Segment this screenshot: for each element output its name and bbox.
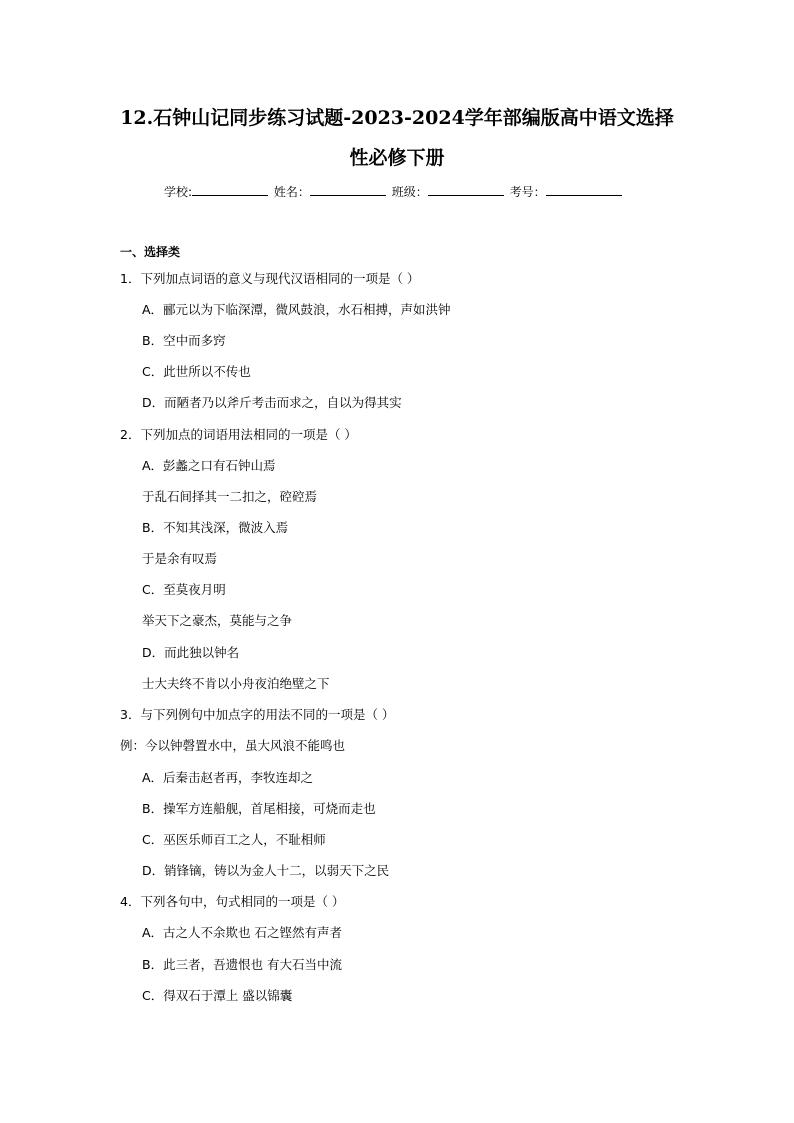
question-4-option-b: B．此三者，吾遗恨也 有大石当中流 (142, 957, 343, 972)
question-2-option-d-pair: 士大夫终不肯以小舟夜泊绝壁之下 (142, 676, 330, 691)
question-1-option-c: C．此世所以不传也 (142, 364, 251, 379)
question-1-stem: 1．下列加点词语的意义与现代汉语相同的一项是（ ） (120, 271, 420, 286)
question-2-option-d: D．而此独以钟名 (142, 645, 240, 660)
question-2-option-c-pair: 举天下之豪杰，莫能与之争 (142, 613, 293, 628)
name-label: 姓名： (273, 185, 310, 199)
exam-number-label: 考号： (509, 185, 546, 199)
question-4-option-a: A．古之人不余欺也 石之铿然有声者 (142, 925, 343, 940)
question-2-option-a-pair: 于乱石间择其一二扣之，硿硿焉 (142, 489, 318, 504)
question-3-stem: 3．与下列例句中加点字的用法不同的一项是（ ） (120, 707, 395, 722)
class-label: 班级： (391, 185, 428, 199)
document-title-line2: 性必修下册 (349, 147, 445, 169)
question-3-option-c: C．巫医乐师百工之人，不耻相师 (142, 832, 326, 847)
exam-number-blank (546, 181, 622, 196)
school-blank (192, 181, 268, 196)
question-2-option-a: A．彭蠡之口有石钟山焉 (142, 458, 276, 473)
document-title-line1: 12.石钟山记同步练习试题-2023-2024学年部编版高中语文选择 (120, 107, 674, 129)
question-4-option-c: C．得双石于潭上 盛以锦囊 (142, 988, 293, 1003)
question-1-option-d: D．而陋者乃以斧斤考击而求之，自以为得其实 (142, 395, 402, 410)
question-3-option-a: A．后秦击赵者再，李牧连却之 (142, 770, 314, 785)
student-info-row (164, 181, 624, 201)
question-2-option-b: B．不知其浅深，微波入焉 (142, 520, 289, 535)
question-4-stem: 4．下列各句中，句式相同的一项是（ ） (120, 894, 345, 909)
name-blank (310, 181, 386, 196)
question-2-option-b-pair: 于是余有叹焉 (142, 551, 218, 566)
school-label: 学校: (164, 185, 193, 199)
question-2-option-c: C．至莫夜月明 (142, 582, 226, 597)
question-2-stem: 2．下列加点的词语用法相同的一项是（ ） (120, 427, 357, 442)
question-3-example: 例：今以钟磬置水中，虽大风浪不能鸣也 (120, 738, 346, 753)
question-3-option-b: B．操军方连船舰，首尾相接，可烧而走也 (142, 801, 376, 816)
section-title: 一、选择类 (120, 245, 181, 259)
class-blank (428, 181, 504, 196)
question-3-option-d: D．销锋镝，铸以为金人十二，以弱天下之民 (142, 863, 390, 878)
question-1-option-a: A．郦元以为下临深潭，微风鼓浪，水石相搏，声如洪钟 (142, 302, 451, 317)
question-1-option-b: B．空中而多窍 (142, 333, 226, 348)
